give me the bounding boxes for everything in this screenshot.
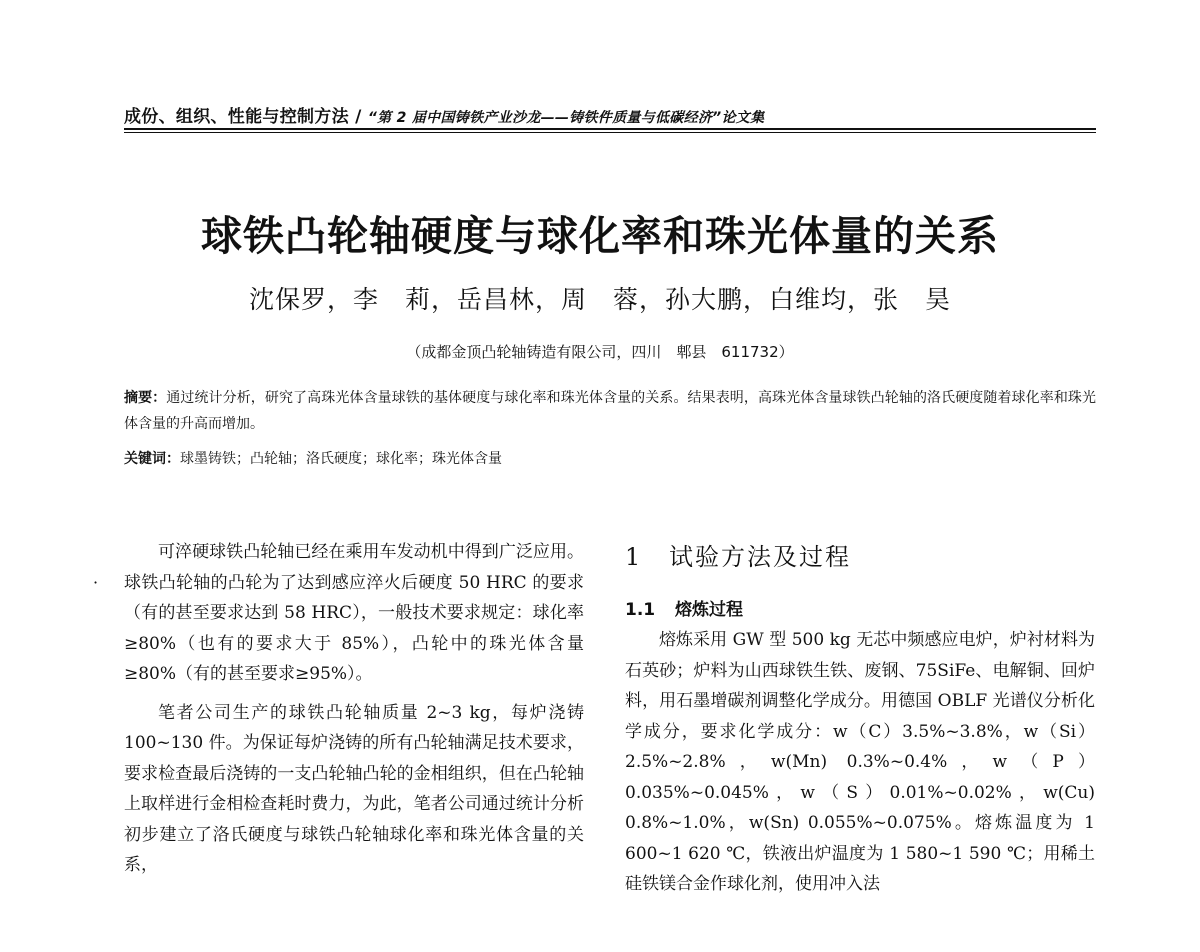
running-header — [124, 102, 1096, 127]
abstract — [124, 385, 1096, 437]
section-title: 试验方法及过程 — [669, 543, 851, 571]
subsection-title: 熔炼过程 — [675, 600, 743, 620]
affiliation: （成都金顶凸轮轴铸造有限公司，四川 郫县 611732） — [406, 343, 794, 361]
header-rule-thin — [124, 132, 1096, 133]
subsection-heading — [625, 595, 1095, 625]
body-paragraph: 可淬硬球铁凸轮轴已经在乘用车发动机中得到广泛应用。球铁凸轮轴的凸轮为了达到感应淬火后硬度 50 HRC 的要求（有的甚至要求达到 58 HRC），一般技术要求规定：球化率≥80%（也有的要求大于 85%），凸轮中的珠光体含量≥80%（有的甚至要求≥95%）。 — [124, 542, 584, 684]
header-conference: “第 2 届中国铸铁产业沙龙——铸铁件质量与低碳经济”论文集 — [367, 110, 765, 126]
keywords-label: 关键词： — [124, 451, 180, 467]
header-series: 成份、组织、性能与控制方法 — [124, 107, 349, 127]
margin-mark: · — [93, 573, 99, 592]
header-separator: / — [348, 107, 368, 127]
section-number: 1 — [625, 543, 643, 571]
abstract-label: 摘要： — [124, 390, 167, 406]
abstract-text: 通过统计分析，研究了高珠光体含量球铁的基体硬度与球化率和珠光体含量的关系。结果表明，高珠光体含量球铁凸轮轴的洛氏硬度随着球化率和珠光体含量的升高而增加。 — [124, 390, 1096, 432]
body-paragraph: 笔者公司生产的球铁凸轮轴质量 2~3 kg，每炉浇铸 100~130 件。为保证每炉浇铸的所有凸轮轴满足技术要求，要求检查最后浇铸的一支凸轮轴凸轮的金相组织，但在凸轮轴上取样进行金相检查耗时费力，为此，笔者公司通过统计分析初步建立了洛氏硬度与球铁凸轮轴球化率和珠光体含量的关系， — [124, 702, 584, 875]
author-list: 沈保罗，李 莉，岳昌林，周 蓉，孙大鹏，白维均，张 昊 — [248, 285, 951, 314]
subsection-number: 1.1 — [625, 600, 656, 620]
section-heading — [625, 537, 1095, 577]
paper-title: 球铁凸轮轴硬度与球化率和珠光体量的关系 — [201, 212, 999, 260]
right-column — [625, 537, 1095, 900]
header-rule-thick — [124, 128, 1096, 130]
keywords-text: 球墨铸铁；凸轮轴；洛氏硬度；球化率；珠光体含量 — [180, 451, 502, 467]
left-column — [124, 537, 584, 889]
body-paragraph: 熔炼采用 GW 型 500 kg 无芯中频感应电炉，炉衬材料为石英砂；炉料为山西球铁生铁、废钢、75SiFe、电解铜、回炉料，用石墨增碳剂调整化学成分。用德国 OBLF 光谱仪分析化学成分，要求化学成分：w（C）3.5%~3.8%，w（Si）2.5%~2.8%，w(Mn) 0.3%~0.4%，w（P）0.035%~0.045%，w（S）0.01%~0.02%，w(Cu) 0.8%~1.0%，w(Sn) 0.055%~0.075%。熔炼温度为 1 600~1 620 ℃，铁液出炉温度为 1 580~1 590 ℃；用稀土硅铁镁合金作球化剂，使用冲入法 — [625, 630, 1095, 894]
keywords — [124, 447, 1096, 471]
